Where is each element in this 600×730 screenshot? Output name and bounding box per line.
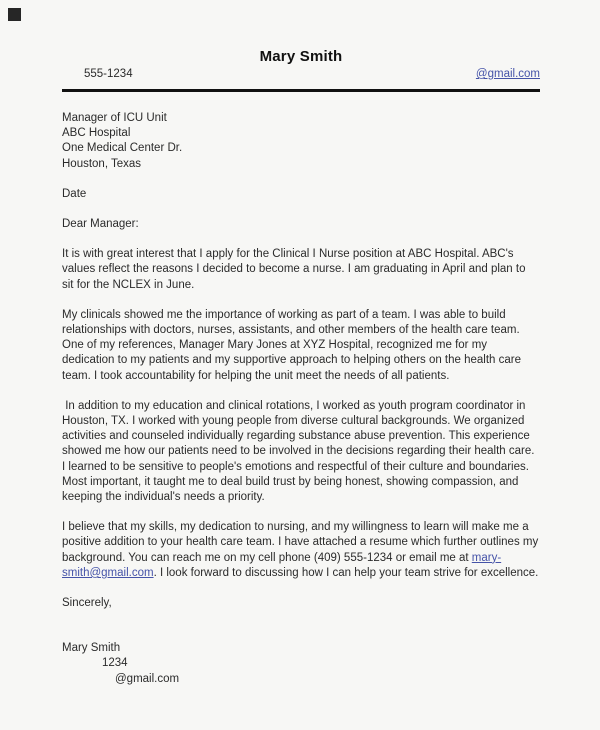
signature-phone-fragment: 1234	[102, 657, 128, 670]
paragraph-intro: It is with great interest that I apply for the Clinical I Nurse position at ABC Hospital. ABC's values reflect the reasons I decided to become a nurse. I am graduating in April and plan to sit for the NCLEX in June.	[62, 248, 529, 291]
valediction: Sincerely,	[62, 597, 112, 610]
page-corner-marker	[8, 8, 21, 21]
paragraph-experience: In addition to my education and clinical rotations, I worked as youth program coordinator in Houston, TX. I worked with young people from diverse cultural backgrounds. We organized activities and counseled individually regarding substance abuse prevention. This experience showed me how our patients need to be involved in the decisions regarding their health care. I learned to be sensitive to people's emotions and respectful of their culture and boundaries. Most important, it taught me to deal build trust by being honest, showing compassion, and keeping the individual's needs a priority.	[62, 399, 538, 504]
letter-author-name: Mary Smith	[259, 48, 343, 65]
signature-email-fragment: @gmail.com	[115, 672, 180, 685]
phone-number: 555-1234	[84, 68, 133, 80]
paragraph-clinicals: My clinicals showed me the importance of working as part of a team. I was able to build relationships with doctors, nurses, assistants, and other members of the health care team. One of my references, Manager Mary Jones at XYZ Hospital, recognized me for my dedication to my patients and my supportive approach to helping others on the health care team. I took accountability for helping the unit meet the needs of all patients.	[62, 308, 525, 382]
header-email-link[interactable]: @gmail.com	[475, 68, 540, 80]
recipient-line: Houston, Texas	[62, 157, 142, 170]
recipient-line: Manager of ICU Unit	[62, 112, 167, 124]
letter-body	[62, 111, 540, 687]
letter-content	[62, 48, 540, 687]
recipient-line: One Medical Center Dr.	[62, 142, 183, 155]
contact-row	[62, 68, 540, 80]
recipient-line: ABC Hospital	[62, 127, 131, 140]
paragraph-closing-text-after-link: . I look forward to discussing how I can help your team strive for excellence.	[153, 566, 539, 579]
paragraph-closing-text-before-link: I believe that my skills, my dedication to nursing, and my willingness to learn will make me a positive addition to your health care team. I have attached a resume which further outlines my background. You can reach me on my cell phone (409) 555-1234 or email me at	[62, 521, 542, 564]
recipient-address	[62, 111, 540, 172]
date-placeholder: Date	[62, 187, 87, 200]
paragraph-closing	[62, 520, 540, 581]
signature-name: Mary Smith	[62, 642, 121, 655]
header-divider	[62, 89, 540, 92]
body-email-link[interactable]: mary-smith@gmail.com	[62, 551, 502, 579]
salutation: Dear Manager:	[62, 218, 139, 231]
